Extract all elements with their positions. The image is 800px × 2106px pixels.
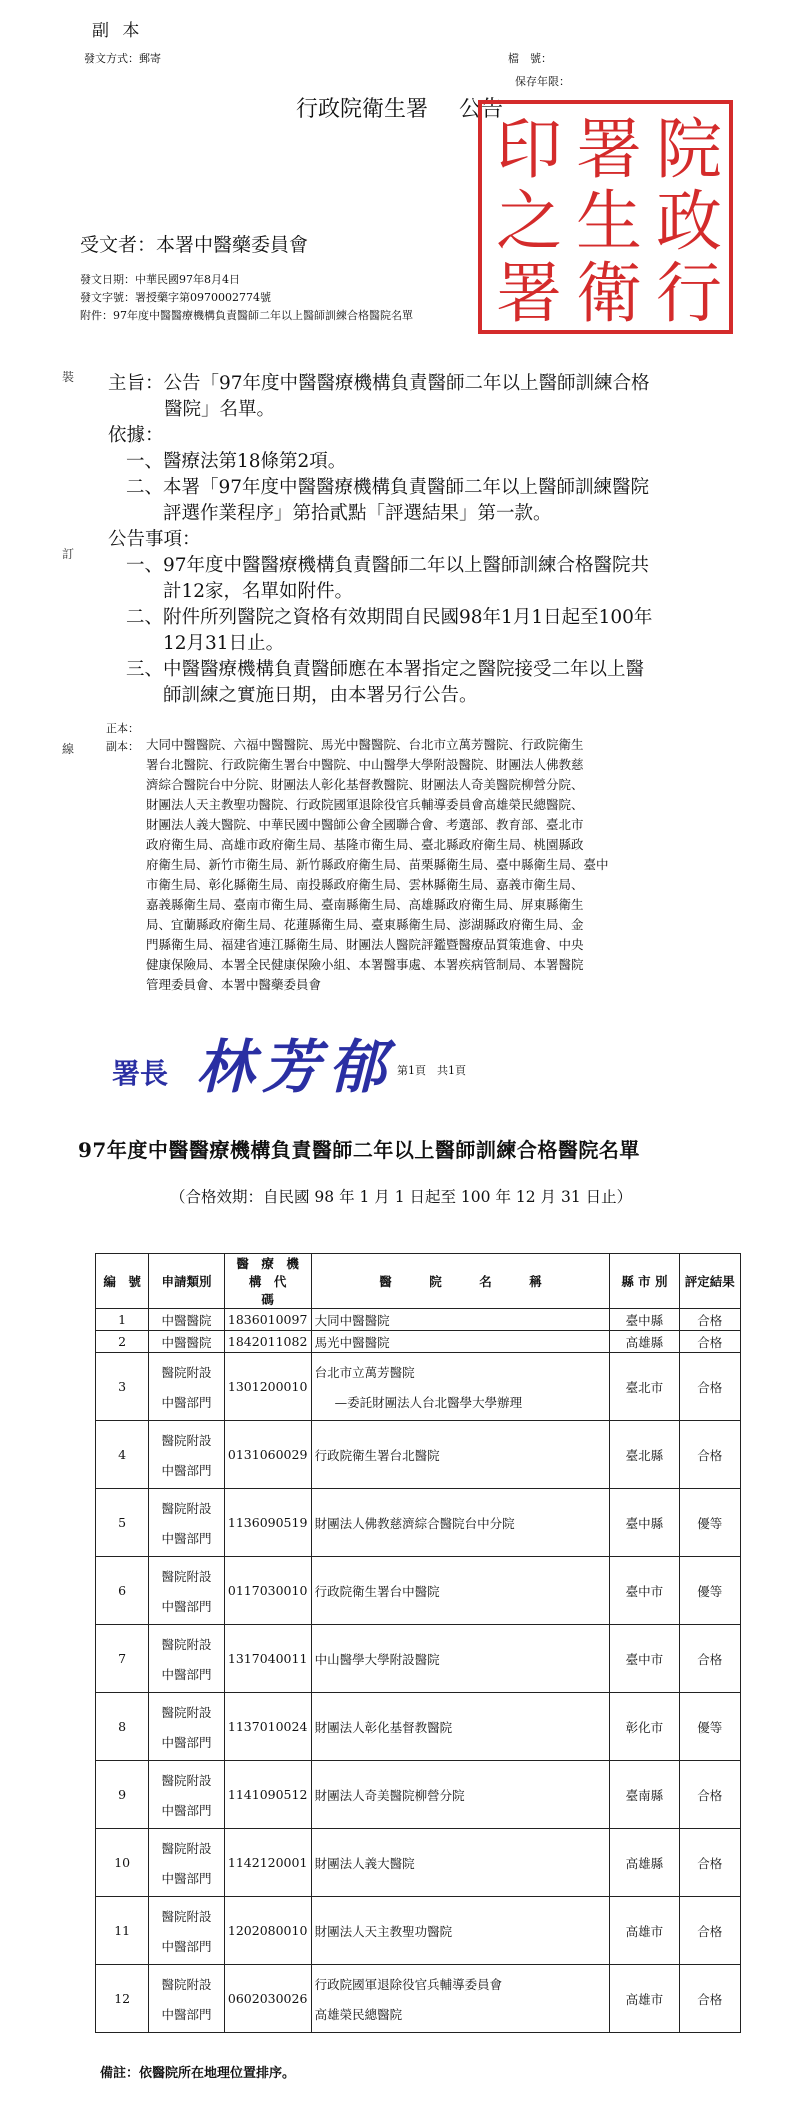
copy-line: 嘉義縣衛生局、臺南市衛生局、臺南縣衛生局、高雄縣政府衛生局、屏東縣衛生 [146,897,584,912]
row-city: 高雄市 [610,1897,679,1965]
row-code: 1136090519 [224,1489,311,1557]
seal-char: 衛 [576,255,642,332]
row-no: 2 [96,1331,149,1353]
issue-date: 發文日期：中華民國97年8月4日 [80,273,240,286]
row-no: 4 [96,1421,149,1489]
hospital-line: —委託財團法人台北醫學大學辦理 [334,1394,523,1410]
row-apply-type [149,1489,224,1557]
row-city: 臺北市 [610,1353,679,1421]
row-apply-type [149,1557,224,1625]
row-hospital: 財團法人彰化基督教醫院 [311,1693,610,1761]
row-apply-type [149,1353,224,1421]
table-row [96,1557,741,1625]
notice-item: 計12家，名單如附件。 [163,581,354,602]
row-apply-type: 中醫醫院 [149,1331,224,1353]
row-hospital [311,1965,610,2033]
recipient: 受文者：本署中醫藥委員會 [80,234,309,256]
apply-line: 醫院附設 [161,1568,212,1584]
signature-title: 署長 [112,1057,169,1090]
document-type: 公告 [459,97,504,122]
apply-line: 醫院附設 [161,1908,212,1924]
row-result: 合格 [679,1331,740,1353]
row-code: 1842011082 [224,1331,311,1353]
row-apply-type [149,1625,224,1693]
subject-line: 醫院」名單。 [164,399,276,420]
copy-line: 健康保險局、本署全民健康保險小組、本署醫事處、本署疾病管制局、本署醫院 [146,957,584,972]
seal-char: 行 [656,255,722,332]
table-row [96,1331,741,1353]
original-recipient-label: 正本： [106,722,139,735]
attachment-title: 97年度中醫醫療機構負責醫師二年以上醫師訓練合格醫院名單 [78,1138,640,1162]
subject-line: 主旨：公告「97年度中醫醫療機構負責醫師二年以上醫師訓練合格 [108,373,650,394]
apply-line: 中醫部門 [161,1462,212,1478]
binding-mark: 訂 [62,547,75,561]
apply-line: 中醫部門 [161,2006,212,2022]
row-no: 11 [96,1897,149,1965]
table-row [96,1625,741,1693]
row-city: 臺中市 [610,1625,679,1693]
row-city: 臺中縣 [610,1309,679,1331]
header-hospital: 醫 院 名 稱 [311,1254,610,1309]
hospital-line: 高雄榮民總醫院 [314,2006,403,2022]
row-no: 5 [96,1489,149,1557]
row-apply-type [149,1693,224,1761]
table-header-row [96,1254,741,1309]
apply-line: 醫院附設 [161,1772,212,1788]
apply-line: 中醫部門 [161,1666,212,1682]
apply-line: 中醫部門 [161,1870,212,1886]
seal-char: 政 [656,183,722,260]
row-city: 高雄市 [610,1965,679,2033]
basis-item: 評選作業程序」第拾貳點「評選結果」第一款。 [163,503,552,524]
row-apply-type [149,1829,224,1897]
copy-line: 濟綜合醫院台中分院、財團法人彰化基督教醫院、財團法人奇美醫院柳營分院、 [146,777,584,792]
binding-mark: 裝 [62,370,75,384]
table-row [96,1353,741,1421]
row-city: 彰化市 [610,1693,679,1761]
row-code: 1301200010 [224,1353,311,1421]
copy-line: 府衛生局、新竹市衛生局、新竹縣政府衛生局、苗栗縣衛生局、臺中縣衛生局、臺中 [146,857,609,872]
row-no: 6 [96,1557,149,1625]
row-code: 1137010024 [224,1693,311,1761]
row-code: 1202080010 [224,1897,311,1965]
row-apply-type [149,1421,224,1489]
row-code: 1141090512 [224,1761,311,1829]
table-row [96,1829,741,1897]
notice-item: 師訓練之實施日期，由本署另行公告。 [163,685,478,706]
row-result: 合格 [679,1421,740,1489]
copy-line: 大同中醫醫院、六福中醫醫院、馬光中醫醫院、台北市立萬芳醫院、行政院衛生 [146,737,584,752]
copy-line: 管理委員會、本署中醫藥委員會 [146,977,322,992]
row-no: 8 [96,1693,149,1761]
row-code: 1836010097 [224,1309,311,1331]
copy-line: 署台北醫院、行政院衛生署台中醫院、中山醫學大學附設醫院、財團法人佛教慈 [146,757,584,772]
row-no: 12 [96,1965,149,2033]
row-result: 優等 [679,1693,740,1761]
row-code: 0602030026 [224,1965,311,2033]
row-code: 0131060029 [224,1421,311,1489]
table-row [96,1309,741,1331]
apply-line: 醫院附設 [161,1840,212,1856]
copy-label: 副 本 [92,21,144,41]
seal-char: 署 [576,111,642,188]
table-row [96,1761,741,1829]
retention-label: 保存年限： [515,75,570,88]
footnote: 備註：依醫院所在地理位置排序。 [100,2066,296,2081]
table-row [96,1693,741,1761]
row-hospital: 財團法人天主教聖功醫院 [311,1897,610,1965]
header-code: 醫 療 機 構 代 碼 [224,1254,311,1309]
row-no: 7 [96,1625,149,1693]
row-result: 優等 [679,1489,740,1557]
row-hospital: 大同中醫醫院 [311,1309,610,1331]
row-apply-type: 中醫醫院 [149,1309,224,1331]
notice-item: 三、中醫醫療機構負責醫師應在本署指定之醫院接受二年以上醫 [126,659,645,680]
send-method: 發文方式：郵寄 [84,52,161,65]
apply-line: 中醫部門 [161,1802,212,1818]
row-hospital: 行政院衛生署台北醫院 [311,1421,610,1489]
notice-item: 一、97年度中醫醫療機構負責醫師二年以上醫師訓練合格醫院共 [126,555,650,576]
row-hospital: 財團法人義大醫院 [311,1829,610,1897]
header-apply-type: 申請類別 [149,1254,224,1309]
seal-char: 印 [496,111,562,188]
notice-item: 12月31日止。 [163,633,285,654]
row-city: 高雄縣 [610,1331,679,1353]
row-city: 高雄縣 [610,1829,679,1897]
table-row [96,1421,741,1489]
row-city: 臺南縣 [610,1761,679,1829]
agency-name: 行政院衛生署 [296,97,429,122]
row-hospital [311,1353,610,1421]
apply-line: 中醫部門 [161,1598,212,1614]
notice-body [108,371,748,709]
row-no: 1 [96,1309,149,1331]
apply-line: 醫院附設 [161,1364,212,1380]
hospital-line: 行政院國軍退除役官兵輔導委員會 [314,1976,503,1992]
hospital-table [95,1253,741,2033]
apply-line: 中醫部門 [161,1938,212,1954]
page-indicator: 第1頁 共1頁 [397,1064,466,1077]
apply-line: 中醫部門 [161,1530,212,1546]
basis-item: 二、本署「97年度中醫醫療機構負責醫師二年以上醫師訓練醫院 [126,477,650,498]
apply-line: 醫院附設 [161,1432,212,1448]
header-no: 編 號 [96,1254,149,1309]
notice-item: 二、附件所列醫院之資格有效期間自民國98年1月1日起至100年 [126,607,653,628]
signature-name: 林芳郁 [196,1033,395,1101]
row-city: 臺中市 [610,1557,679,1625]
row-result: 合格 [679,1625,740,1693]
table-row [96,1965,741,2033]
row-result: 合格 [679,1965,740,2033]
copy-recipient-list [146,735,746,995]
seal-char: 署 [496,255,562,332]
copy-line: 局、宜蘭縣政府衛生局、花蓮縣衛生局、臺東縣衛生局、澎湖縣政府衛生局、金 [146,917,584,932]
apply-line: 中醫部門 [161,1734,212,1750]
seal-char: 生 [576,183,642,260]
row-hospital: 中山醫學大學附設醫院 [311,1625,610,1693]
row-apply-type [149,1761,224,1829]
basis-label: 依據： [108,425,164,446]
document-number: 發文字號：署授藥字第0970002774號 [80,291,271,304]
row-apply-type [149,1965,224,2033]
items-label: 公告事項： [108,529,201,550]
row-code: 1142120001 [224,1829,311,1897]
row-result: 合格 [679,1829,740,1897]
row-hospital: 行政院衛生署台中醫院 [311,1557,610,1625]
row-no: 9 [96,1761,149,1829]
header-city: 縣 市 別 [610,1254,679,1309]
copy-line: 市衛生局、彰化縣衛生局、南投縣政府衛生局、雲林縣衛生局、嘉義市衛生局、 [146,877,584,892]
row-result: 合格 [679,1897,740,1965]
row-hospital: 馬光中醫醫院 [311,1331,610,1353]
seal-char: 之 [496,183,562,260]
table-row [96,1897,741,1965]
copy-recipient-label: 副本： [106,740,139,753]
row-result: 合格 [679,1353,740,1421]
basis-item: 一、醫療法第18條第2項。 [126,451,347,472]
apply-line: 醫院附設 [161,1500,212,1516]
attachment-line: 附件：97年度中醫醫療機構負責醫師二年以上醫師訓練合格醫院名單 [80,309,413,322]
table-row [96,1489,741,1557]
file-number-label: 檔 號： [508,52,552,65]
official-seal [478,100,733,334]
row-result: 合格 [679,1761,740,1829]
row-result: 優等 [679,1557,740,1625]
row-apply-type [149,1897,224,1965]
copy-line: 門縣衛生局、福建省連江縣衛生局、財團法人醫院評鑑暨醫療品質策進會、中央 [146,937,584,952]
row-hospital: 財團法人佛教慈濟綜合醫院台中分院 [311,1489,610,1557]
hospital-line: 台北市立萬芳醫院 [314,1364,415,1380]
seal-char: 院 [656,111,722,188]
validity-period: （合格效期：自民國 98 年 1 月 1 日起至 100 年 12 月 31 日止） [170,1188,633,1206]
apply-line: 中醫部門 [161,1394,212,1410]
apply-line: 醫院附設 [161,1704,212,1720]
header-result: 評定結果 [679,1254,740,1309]
row-code: 1317040011 [224,1625,311,1693]
copy-line: 政府衛生局、高雄市政府衛生局、基隆市衛生局、臺北縣政府衛生局、桃園縣政 [146,837,584,852]
row-no: 3 [96,1353,149,1421]
row-no: 10 [96,1829,149,1897]
apply-line: 醫院附設 [161,1636,212,1652]
row-city: 臺北縣 [610,1421,679,1489]
apply-line: 醫院附設 [161,1976,212,1992]
row-code: 0117030010 [224,1557,311,1625]
copy-line: 財團法人天主教聖功醫院、行政院國軍退除役官兵輔導委員會高雄榮民總醫院、 [146,797,584,812]
binding-mark: 線 [62,742,75,756]
copy-line: 財團法人義大醫院、中華民國中醫師公會全國聯合會、考選部、教育部、臺北市 [146,817,584,832]
row-result: 合格 [679,1309,740,1331]
row-hospital: 財團法人奇美醫院柳營分院 [311,1761,610,1829]
row-city: 臺中縣 [610,1489,679,1557]
agency-title [296,92,503,123]
